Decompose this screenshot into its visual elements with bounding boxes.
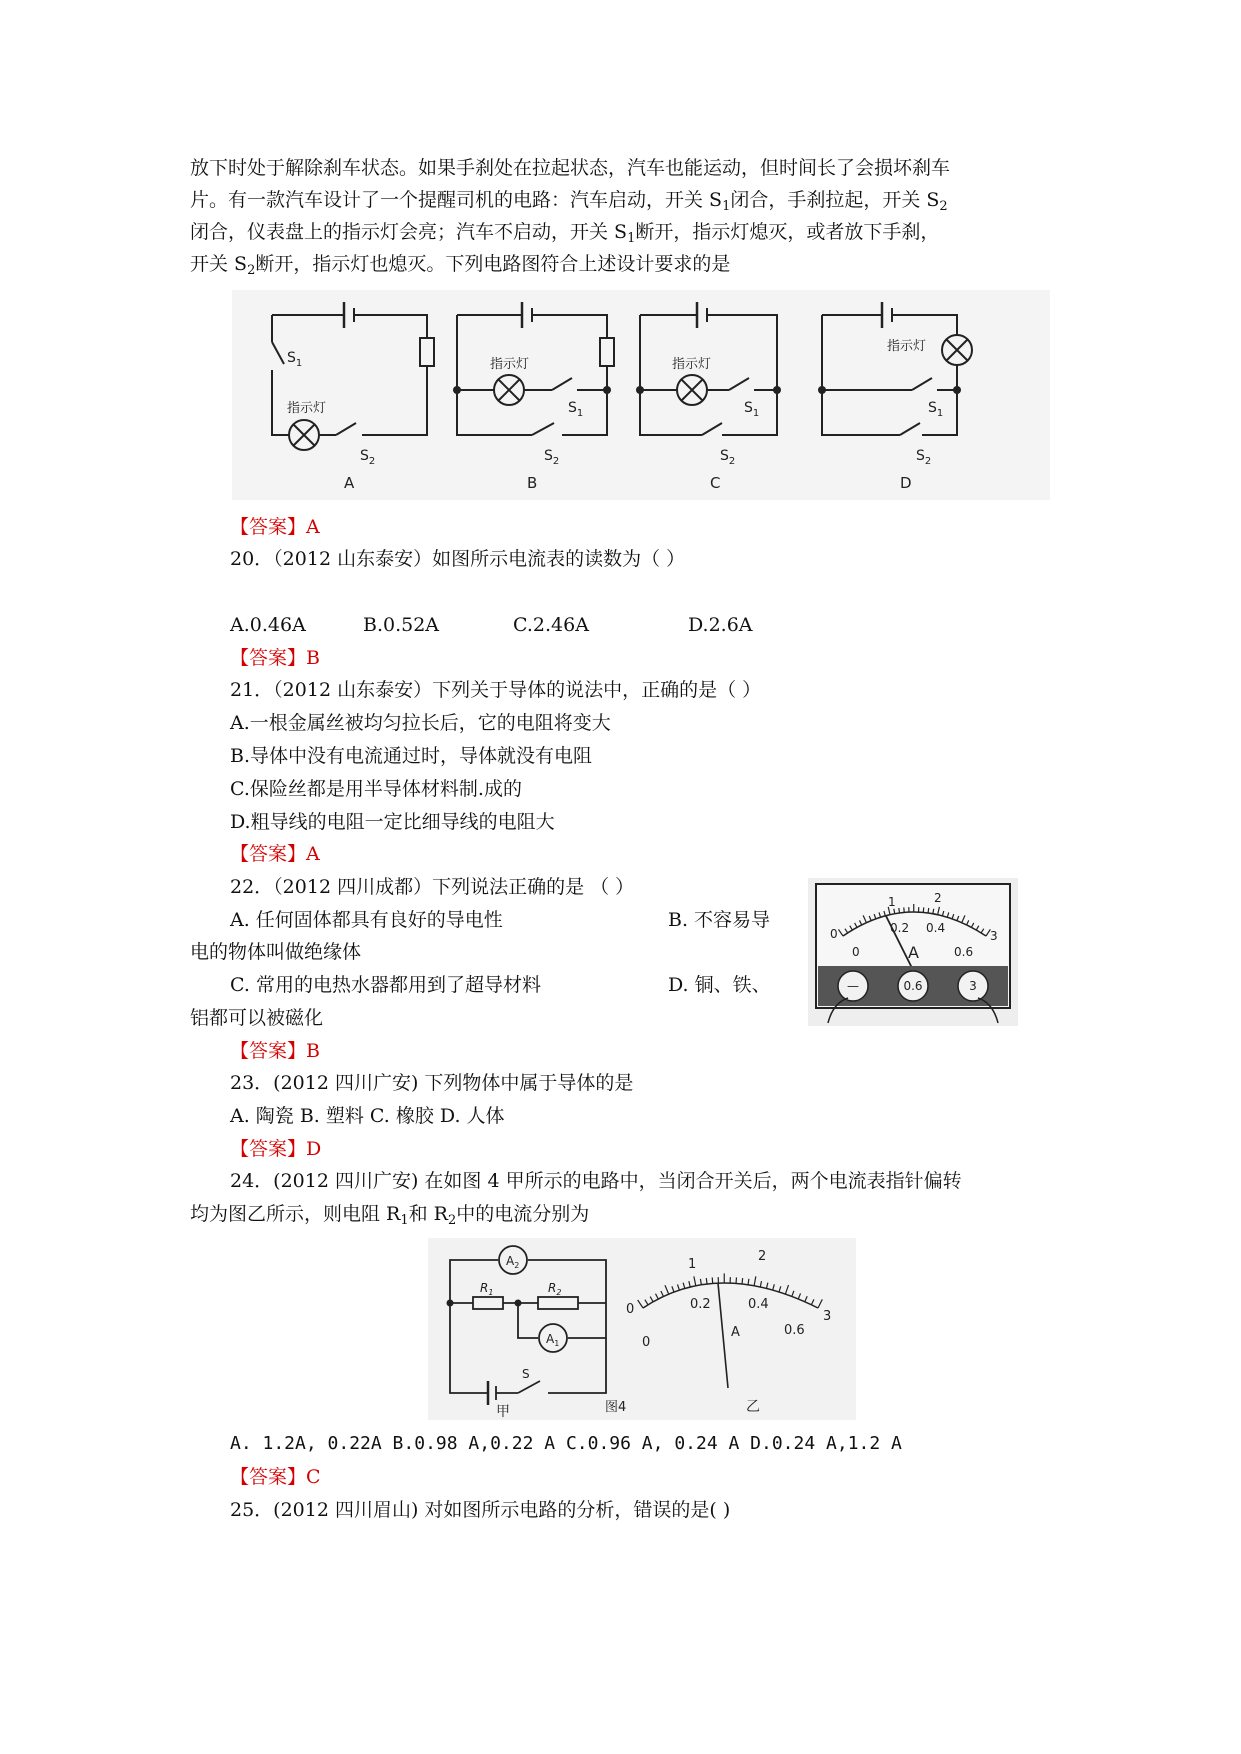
meter-bottom-0: 0 (852, 945, 860, 959)
scale-tick (928, 908, 929, 913)
q20-option-d: D.2.6A (688, 614, 753, 636)
q20-stem: 20．（2012 山东泰安）如图所示电流表的读数为（ ） (230, 548, 686, 570)
lamp-label-a: 指示灯 (287, 401, 327, 416)
q19-line-4: 开关 $S_2$断开，指示灯也熄灭。下列电路图符合上述设计要求的是 (190, 253, 731, 278)
meter-top-1: 1 (888, 895, 896, 909)
fig4-top-2: 2 (758, 1249, 767, 1264)
q22-option-a: A. 任何固体都具有良好的导电性 (230, 909, 503, 931)
q20-option-a: A.0.46A (230, 614, 306, 636)
scale-tick (899, 908, 900, 913)
meter-bottom-06: 0.6 (954, 945, 974, 959)
fig4-switch: S (522, 1367, 530, 1381)
fig4-r2: $R_2$ (548, 1281, 562, 1297)
fig4-bottom-04: 0.4 (748, 1297, 769, 1312)
lamp-label-c: 指示灯 (672, 357, 712, 372)
q20-ammeter-figure (808, 878, 1018, 1026)
fig4-yi: 乙 (746, 1399, 760, 1415)
lamp-label-d: 指示灯 (887, 339, 927, 354)
q20-option-b: B.0.52A (363, 614, 440, 636)
q22-option-d-start: D. 铜、铁、 (668, 974, 771, 996)
svg-text:3: 3 (969, 979, 977, 993)
q24-figure (428, 1238, 856, 1420)
q24-answer: 【答案】C (230, 1466, 321, 1488)
q22-stem: 22．（2012 四川成都）下列说法正确的是 （ ） (230, 876, 635, 898)
q24-stem-line-2: 均为图乙所示，则电阻 $R_1$和 $R_2$中的电流分别为 (190, 1203, 590, 1228)
svg-text:0.6: 0.6 (903, 979, 923, 993)
caption-b: B (527, 474, 538, 492)
q21-answer: 【答案】A (230, 843, 320, 865)
caption-d: D (900, 474, 912, 492)
q22-option-c: C. 常用的电热水器都用到了超导材料 (230, 974, 541, 996)
label-s2-b: $S_2$ (544, 448, 560, 467)
q20-answer: 【答案】B (230, 647, 320, 669)
meter-bottom-02: 0.2 (890, 921, 910, 935)
fig4-bottom-06: 0.6 (784, 1323, 805, 1338)
q23-options: A. 陶瓷 B. 塑料 C. 橡胶 D. 人体 (230, 1105, 505, 1127)
q25-stem: 25．(2012 四川眉山) 对如图所示电路的分析，错误的是( ) (230, 1499, 731, 1521)
fig4-right-end: 3 (823, 1309, 832, 1324)
label-s1-d: $S_1$ (928, 400, 944, 419)
fig4-unit: A (731, 1325, 740, 1340)
q24-stem-line-1: 24．(2012 四川广安) 在如图 4 甲所示的电路中，当闭合开关后，两个电流表指针偏转 (230, 1170, 962, 1192)
q22-answer: 【答案】B (230, 1040, 320, 1062)
svg-text:—: — (847, 979, 859, 993)
meter-right-end: 3 (990, 929, 998, 943)
q21-option-c: C.保险丝都是用半导体材料制.成的 (230, 778, 522, 800)
q24-options: A. 1.2A, 0.22A B.0.98 A,0.22 A C.0.96 A, 0.24 A D.0.24 A,1.2 A (230, 1433, 902, 1454)
fig4-left-bottom: 0 (642, 1335, 651, 1350)
fig4-a2: $A_2$ (506, 1254, 520, 1270)
meter-unit: A (908, 943, 919, 962)
q19-line-1: 放下时处于解除刹车状态。如果手刹处在拉起状态，汽车也能运动，但时间长了会损坏刹车 (190, 157, 951, 179)
caption-a: A (344, 474, 355, 492)
caption-c: C (710, 474, 721, 492)
meter-left-end: 0 (830, 927, 838, 941)
q21-option-a: A.一根金属丝被均匀拉长后，它的电阻将变大 (230, 712, 611, 734)
fig4-left-top: 0 (626, 1302, 635, 1317)
label-s1-c: $S_1$ (744, 400, 760, 419)
q19-line-3: 闭合，仪表盘上的指示灯会亮；汽车不启动，开关 $S_1$断开，指示灯熄灭，或者放下手刹， (190, 221, 940, 246)
label-s2-a: $S_2$ (360, 448, 376, 467)
fig4-caption: 图4 (605, 1400, 627, 1415)
q19-answer: 【答案】A (230, 516, 320, 538)
scale-tick (706, 1278, 707, 1284)
fig4-top-1: 1 (688, 1257, 697, 1272)
fig4-jia: 甲 (496, 1404, 510, 1420)
fig4-r1: $R_1$ (480, 1281, 494, 1297)
q19-line-2: 片。有一款汽车设计了一个提醒司机的电路：汽车启动，开关 $S_1$闭合，手刹拉起，开关 $S_2$ (190, 189, 948, 214)
fig4-a1: $A_1$ (546, 1332, 560, 1348)
q22-option-d-end: 铝都可以被磁化 (190, 1007, 324, 1029)
fig4-bottom-02: 0.2 (690, 1297, 711, 1312)
q23-answer: 【答案】D (230, 1138, 322, 1160)
scale-tick (742, 1278, 743, 1284)
meter-bottom-04: 0.4 (926, 921, 946, 935)
q22-option-b-start: B. 不容易导 (668, 909, 771, 931)
label-s2-d: $S_2$ (916, 448, 932, 467)
q21-option-d: D.粗导线的电阻一定比细导线的电阻大 (230, 811, 555, 833)
label-s2-c: $S_2$ (720, 448, 736, 467)
q21-option-b: B.导体中没有电流通过时，导体就没有电阻 (230, 745, 593, 767)
lamp-label-b: 指示灯 (490, 357, 530, 372)
q23-stem: 23．(2012 四川广安) 下列物体中属于导体的是 (230, 1072, 634, 1094)
q22-option-b-end: 电的物体叫做绝缘体 (190, 941, 362, 963)
meter-top-2: 2 (934, 891, 942, 905)
q20-option-c: C.2.46A (513, 614, 589, 636)
q21-stem: 21．（2012 山东泰安）下列关于导体的说法中，正确的是（ ） (230, 679, 762, 701)
q19-circuit-figure (232, 290, 1050, 500)
label-s1-a: $S_1$ (287, 350, 303, 369)
label-s1-b: $S_1$ (568, 400, 584, 419)
